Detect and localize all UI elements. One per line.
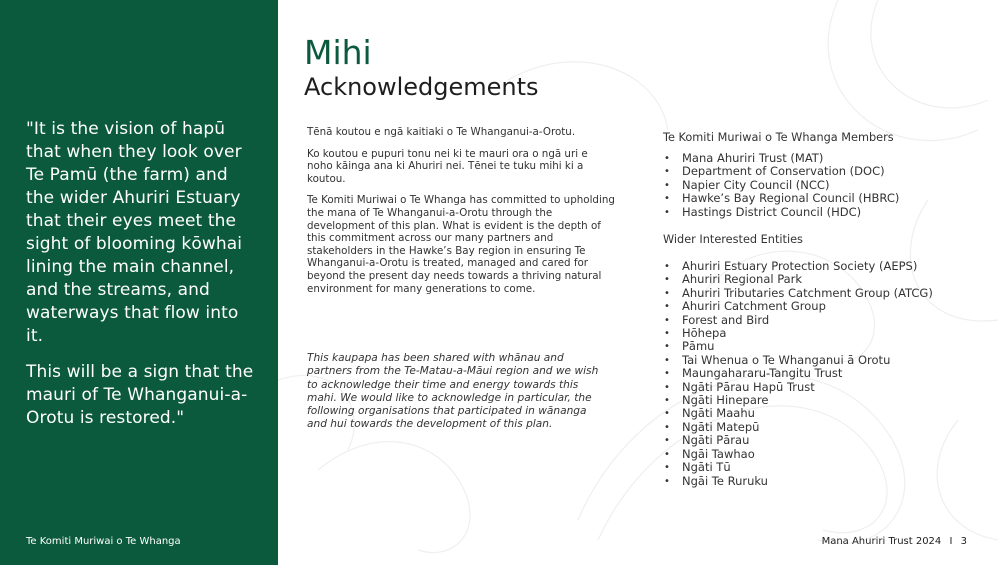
- list-item: • Ngāi Te Ruruku: [663, 475, 933, 488]
- wider-entities-heading: Wider Interested Entities: [663, 233, 803, 246]
- commitment-paragraph: Te Komiti Muriwai o Te Whanga has committed to upholding the mana of Te Whanganui-a-Orotu through the development of this plan. What is evident is the depth of this commitment across our many partners and stakeholders in the Hawke’s Bay region in ensuring Te Whanganui-a-Orotu is treated, managed and cared for beyond the present day needs towards a thriving natural environment for many generations to come.: [307, 194, 615, 295]
- page-footer: [822, 536, 967, 547]
- page-number: 3: [960, 536, 967, 547]
- list-item: • Ngāti Maahu: [663, 407, 933, 420]
- list-item: • Ahuriri Estuary Protection Society (AEPS): [663, 260, 933, 273]
- vision-quote: [26, 118, 256, 443]
- wider-entities-list: [663, 260, 933, 488]
- list-item: • Tai Whenua o Te Whanganui ā Orotu: [663, 354, 933, 367]
- list-item: • Ahuriri Catchment Group: [663, 300, 933, 313]
- list-item: • Ngāti Tū: [663, 461, 933, 474]
- list-item: • Ngāi Tawhao: [663, 448, 933, 461]
- footer-org-year: Mana Ahuriri Trust 2024: [821, 536, 942, 547]
- acknowledgement-text: [307, 126, 615, 304]
- left-panel: [0, 0, 278, 565]
- list-item: • Napier City Council (NCC): [663, 179, 899, 192]
- list-item: • Department of Conservation (DOC): [663, 165, 899, 178]
- list-item: • Ngāti Pārau Hapū Trust: [663, 381, 933, 394]
- kaupapa-paragraph: This kaupapa has been shared with whānau and partners from the Te-Matau-a-Māui region and we wish to acknowledge their time and energy towards this mahi. We would like to acknowledge in particular, the following organisations that participated in wānanga and hui towards the development of this plan.: [307, 352, 599, 431]
- left-footer-label: Te Komiti Muriwai o Te Whanga: [26, 536, 181, 547]
- mihi-paragraph: Ko koutou e pupuri tonu nei ki te mauri ora o ngā uri e noho kāinga ana ki Ahuriri nei. Tēnei te tuku mihi ki a koutou.: [307, 147, 588, 185]
- page-title: Mihi: [304, 33, 372, 72]
- list-item: • Forest and Bird: [663, 314, 933, 327]
- list-item: • Hōhepa: [663, 327, 933, 340]
- quote-paragraph-1: "It is the vision of hapū that when they look over Te Pamū (the farm) and the wider Ahuriri Estuary that their eyes meet the sight of blooming kōwhai lining the main channel, and the streams, and waterways that flow into it.: [26, 119, 243, 346]
- quote-paragraph-2: This will be a sign that the mauri of Te Whanganui-a-Orotu is restored.": [26, 362, 254, 428]
- list-item: • Ahuriri Regional Park: [663, 273, 933, 286]
- content-area: [278, 0, 1004, 565]
- list-item: • Mana Ahuriri Trust (MAT): [663, 152, 899, 165]
- list-item: • Hastings District Council (HDC): [663, 206, 899, 219]
- list-item: • Pāmu: [663, 340, 933, 353]
- members-list: [663, 152, 899, 219]
- list-item: • Ahuriri Tributaries Catchment Group (ATCG): [663, 287, 933, 300]
- greeting-paragraph: Tēnā koutou e ngā kaitiaki o Te Whanganui-a-Orotu.: [307, 126, 576, 138]
- list-item: • Ngāti Pārau: [663, 434, 933, 447]
- list-item: • Hawke’s Bay Regional Council (HBRC): [663, 192, 899, 205]
- list-item: • Ngāti Hinepare: [663, 394, 933, 407]
- list-item: • Maungahararu-Tangitu Trust: [663, 367, 933, 380]
- members-heading: Te Komiti Muriwai o Te Whanga Members: [663, 131, 894, 144]
- page-subtitle: Acknowledgements: [304, 73, 539, 101]
- footer-separator: I: [949, 536, 953, 547]
- list-item: • Ngāti Matepū: [663, 421, 933, 434]
